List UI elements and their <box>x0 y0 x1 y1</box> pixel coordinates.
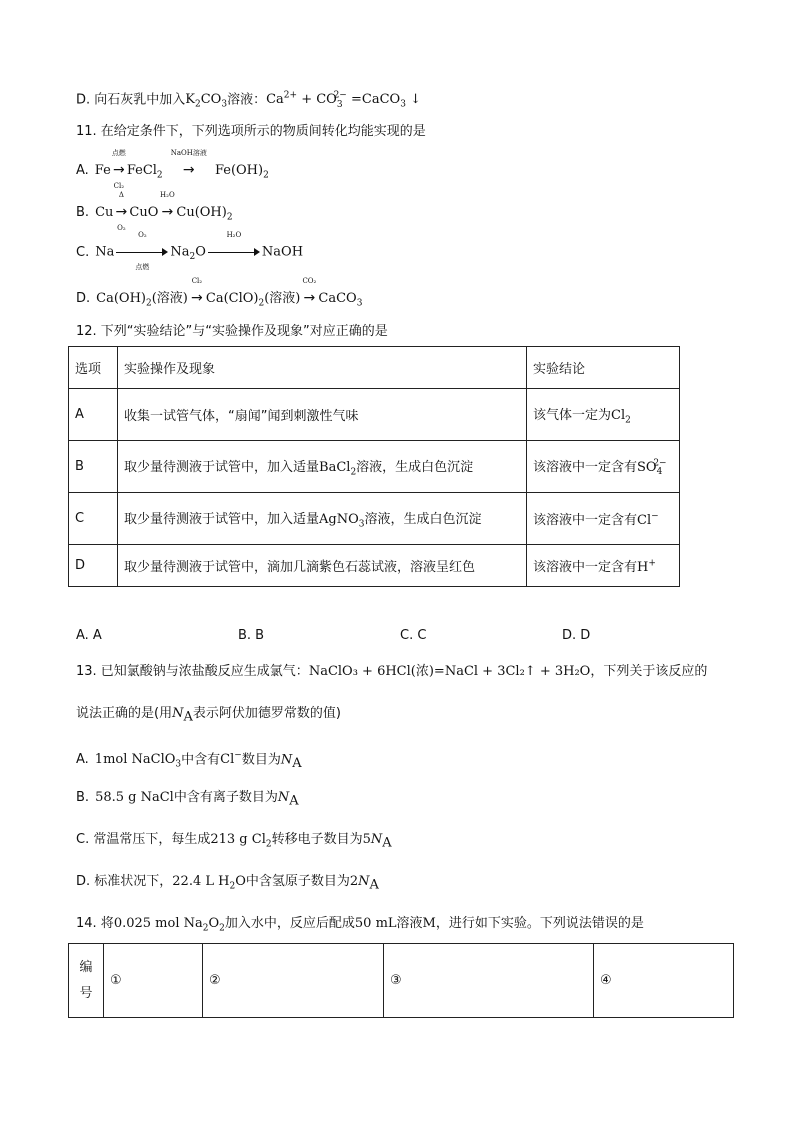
q13-option-d: D. 标准状况下，22.4 L $H_2O$中含氢原子数目为$2N_A$ <box>76 874 379 893</box>
q13-stem-line1: 13. 已知氯酸钠与浓盐酸反应生成氯气：NaClO₃ + 6HCl(浓)=NaCl + 3Cl₂↑ + 3H₂O，下列关于该反应的 <box>76 664 708 679</box>
q13-option-b: B. 58.5 g NaCl中含有离子数目为$N_A$ <box>76 790 299 809</box>
q13-stem-line2: 说法正确的是(用$N_A$表示阿伏加德罗常数的值) <box>76 706 341 725</box>
q11-stem: 11. 在给定条件下，下列选项所示的物质间转化均能实现的是 <box>76 124 426 139</box>
q14-stem: 14. 将0.025 mol $Na_2O_2$加入水中，反应后配成50 mL溶液M，进行如下实验。下列说法错误的是 <box>76 916 644 934</box>
table-row: B 取少量待测液于试管中，加入适量BaCl$_2$溶液，生成白色沉淀 该溶液中一定含有$SO_4^{2-}$ <box>69 441 680 493</box>
q12-table <box>68 346 680 587</box>
q12-stem: 12. 下列“实验结论”与“实验操作及现象”对应正确的是 <box>76 324 388 339</box>
col-1: ① <box>104 944 203 1018</box>
q12-choice-d: D. D <box>562 628 591 643</box>
q11-option-b: B. Cu Δ → O₂ CuO H₂O → $Cu(OH)_2$ <box>76 191 233 232</box>
col-4: ④ <box>594 944 734 1018</box>
table-header-row <box>69 944 734 1018</box>
table-row: A 收集一试管气体，“扇闻”闻到刺激性气味 该气体一定为$Cl_2$ <box>69 389 680 441</box>
ionic-equation: $Ca^{2+} + CO_3^{2-}$ =CaCO$_3$ ↓ <box>266 91 421 110</box>
header-number: 编 号 <box>69 944 104 1018</box>
q13-option-a: A. 1mol NaClO$_3$中含有Cl−数目为$N_A$ <box>76 751 302 771</box>
q13-option-c: C. 常温常压下，每生成213 g $Cl_2$转移电子数目为$5N_A$ <box>76 832 392 851</box>
reaction-equation: NaClO₃ + 6HCl(浓)=NaCl + 3Cl₂↑ + 3H₂O <box>308 664 591 679</box>
q14-table <box>68 943 734 1018</box>
q10-option-d: D. 向石灰乳中加入$K_2CO_3$溶液：$Ca^{2+} + CO_3^{2-}$ =CaCO$_3$ ↓ <box>76 91 421 110</box>
table-row: C 取少量待测液于试管中，加入适量AgNO$_3$溶液，生成白色沉淀 该溶液中一定含有Cl− <box>69 493 680 545</box>
q12-choice-b: B. B <box>238 628 265 643</box>
header-operation: 实验操作及现象 <box>118 347 527 389</box>
table-row: D 取少量待测液于试管中，滴加几滴紫色石蕊试液，溶液呈红色 该溶液中一定含有H+ <box>69 545 680 587</box>
col-3: ③ <box>384 944 594 1018</box>
col-2: ② <box>203 944 384 1018</box>
q11-option-c: C. Na O₂ 点燃 $Na_2O$ H₂O NaOH <box>76 231 304 271</box>
q11-option-d: D. $Ca(OH)_2$(溶液) Cl₂ → $Ca(ClO)_2$(溶液) CO₂ → CaCO$_3$ <box>76 277 363 309</box>
header-option: 选项 <box>69 347 118 389</box>
q11-option-a: A. Fe 点燃 → Cl₂ FeCl$_2$ NaOH溶液 → $Fe(OH)_2$ <box>76 149 269 190</box>
q12-choice-c: C. C <box>400 628 427 643</box>
q12-choice-a: A. A <box>76 628 102 643</box>
table-header-row <box>69 347 680 389</box>
header-conclusion: 实验结论 <box>527 347 680 389</box>
